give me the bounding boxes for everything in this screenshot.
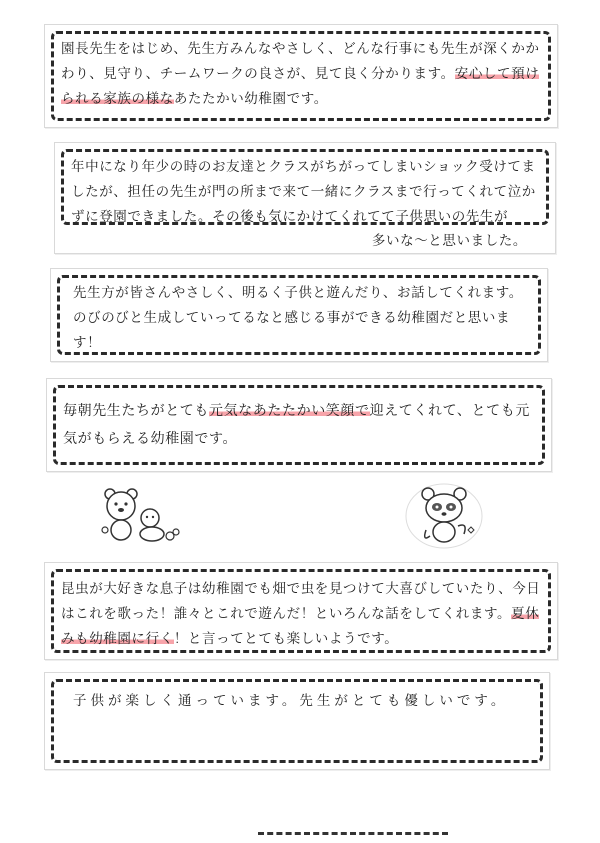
comment-text-6: 子供が楽しく通っています。先生がとても優しいです。 (73, 693, 509, 709)
comment-card-6 (44, 672, 550, 770)
comment-text-2-tail: 多いな〜と思いました。 (371, 233, 527, 249)
bear-sticker (96, 484, 182, 546)
raccoon-sticker (404, 482, 484, 550)
highlighted-phrase: 元気なあたたかい笑顔で (209, 403, 370, 419)
comment-card-2 (54, 142, 556, 254)
bottom-decoration (258, 832, 448, 843)
comment-text-3: 先生方が皆さんやさしく、明るく子供と遊んだり、お話してくれます。のびのびと生成していってるなと感じる事ができる幼稚園だと思います！ (73, 285, 523, 351)
comment-card-3 (50, 268, 548, 362)
comment-text-5: 昆虫が大好きな息子は幼稚園でも畑で虫を見つけて大喜びしていたり、今日はこれを歌った！誰々とこれで遊んだ！といろんな話をしてくれます。夏休みも幼稚園に行く！と言ってとても楽しいようです。 (61, 581, 541, 647)
comment-card-4 (46, 378, 552, 472)
comment-text-1: 園長先生をはじめ、先生方みんなやさしく、どんな行事にも先生が深くかかわり、見守り、チームワークの良さが、見て良く分かります。安心して預けられる家族の様なあたたかい幼稚園です。 (61, 41, 540, 107)
comment-card-5 (44, 562, 558, 660)
comment-text-2: 年中になり年少の時のお友達とクラスがちがってしまいショック受けてましたが、担任の先生が門の所まで来て一緒にクラスまで行ってくれて泣かずに登園できました。その後も気にかけてくれてて子供思いの先生が (71, 159, 536, 225)
bear-icon (96, 484, 182, 546)
comment-card-1 (44, 24, 558, 128)
raccoon-icon (404, 482, 484, 550)
comment-text-4: 毎朝先生たちがとても元気なあたたかい笑顔で迎えてくれて、とても元気がもらえる幼稚園です。 (63, 403, 530, 447)
highlighted-phrase: 安心して預けられる家族の様な (61, 66, 540, 107)
highlighted-phrase: 夏休みも幼稚園に行く (61, 606, 540, 647)
